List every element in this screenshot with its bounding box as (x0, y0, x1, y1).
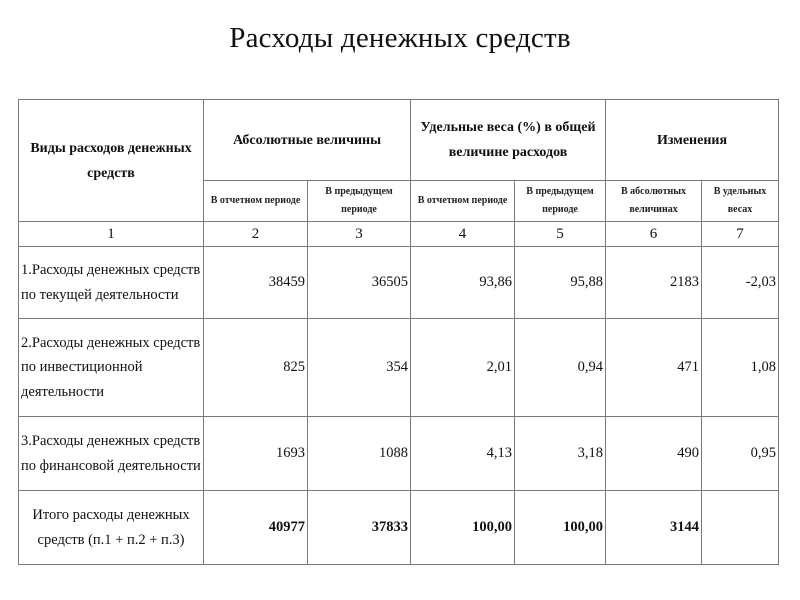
column-number: 4 (411, 222, 515, 247)
cell-abs-previous: 36505 (308, 247, 411, 319)
cell-change-absolute: 2183 (606, 247, 702, 319)
cell-share-previous: 0,94 (515, 319, 606, 417)
cell-share-current: 93,86 (411, 247, 515, 319)
header-absolute-values: Абсолютные величины (204, 100, 411, 181)
cell-change-shares: 0,95 (702, 417, 779, 491)
cell-abs-previous: 1088 (308, 417, 411, 491)
column-number: 2 (204, 222, 308, 247)
subheader-change-shares: В удельных весах (702, 181, 779, 222)
cell-change-absolute: 490 (606, 417, 702, 491)
row-label: 3.Расходы денежных средств по финансовой деятельности (19, 417, 204, 491)
header-row-groups (19, 100, 779, 181)
column-number: 7 (702, 222, 779, 247)
column-number-row (19, 222, 779, 247)
table-row (19, 247, 779, 319)
column-number: 1 (19, 222, 204, 247)
cell-share-current: 2,01 (411, 319, 515, 417)
cell-share-previous: 3,18 (515, 417, 606, 491)
table-row (19, 319, 779, 417)
subheader-abs-current: В отчетном периоде (204, 181, 308, 222)
cell-abs-current: 1693 (204, 417, 308, 491)
cell-change-absolute: 471 (606, 319, 702, 417)
subheader-share-current: В отчетном периоде (411, 181, 515, 222)
total-change-absolute: 3144 (606, 491, 702, 565)
cell-share-previous: 95,88 (515, 247, 606, 319)
column-number: 5 (515, 222, 606, 247)
header-shares: Удельные веса (%) в общей величине расходов (411, 100, 606, 181)
cell-change-shares: 1,08 (702, 319, 779, 417)
subheader-change-absolute: В абсолютных величинах (606, 181, 702, 222)
row-label: 1.Расходы денежных средств по текущей деятельности (19, 247, 204, 319)
header-changes: Изменения (606, 100, 779, 181)
cell-share-current: 4,13 (411, 417, 515, 491)
column-number: 6 (606, 222, 702, 247)
total-share-current: 100,00 (411, 491, 515, 565)
header-expense-types: Виды расходов денежных средств (19, 100, 204, 222)
total-change-shares (702, 491, 779, 565)
cash-outflows-table (18, 99, 779, 565)
subheader-abs-previous: В предыдущем периоде (308, 181, 411, 222)
total-abs-current: 40977 (204, 491, 308, 565)
total-abs-previous: 37833 (308, 491, 411, 565)
cell-abs-previous: 354 (308, 319, 411, 417)
column-number: 3 (308, 222, 411, 247)
cell-abs-current: 825 (204, 319, 308, 417)
table-row (19, 417, 779, 491)
total-row (19, 491, 779, 565)
page-title: Расходы денежных средств (229, 22, 571, 54)
cell-change-shares: -2,03 (702, 247, 779, 319)
row-label: 2.Расходы денежных средств по инвестиционной деятельности (19, 319, 204, 417)
total-label: Итого расходы денежных средств (п.1 + п.2 + п.3) (19, 491, 204, 565)
total-share-previous: 100,00 (515, 491, 606, 565)
cell-abs-current: 38459 (204, 247, 308, 319)
subheader-share-previous: В предыдущем периоде (515, 181, 606, 222)
